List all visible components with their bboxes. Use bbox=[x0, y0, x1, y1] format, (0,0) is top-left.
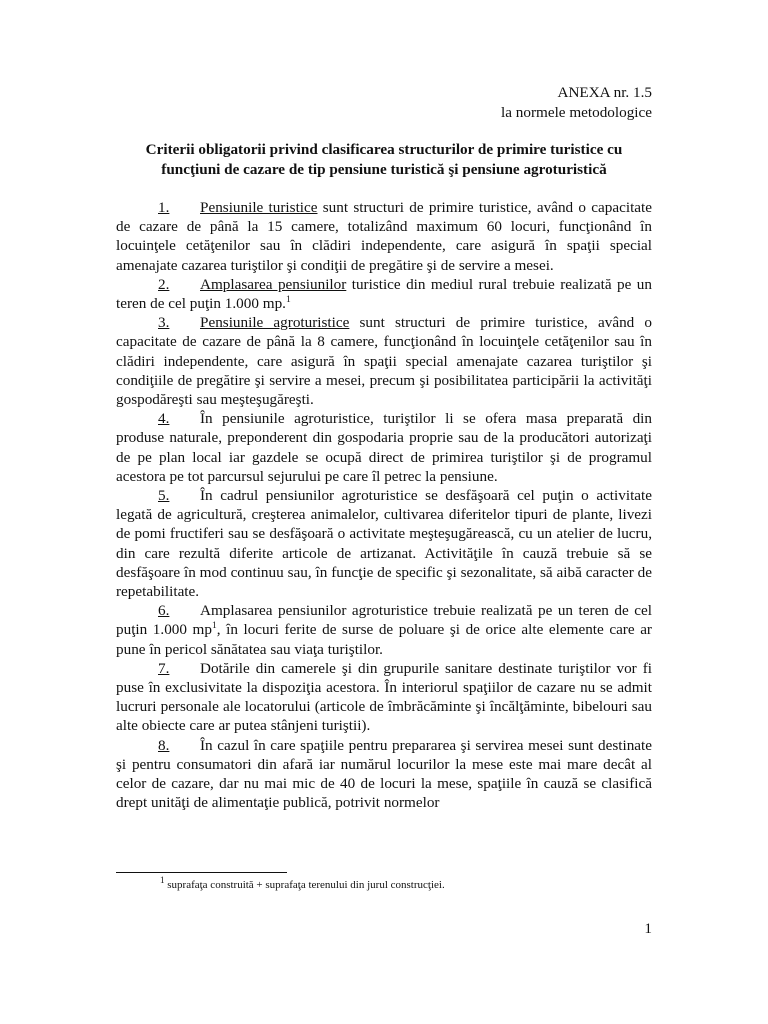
document-title: Criterii obligatorii privind clasificarea structurilor de primire turistice cu funcţiuni de cazare de tip pensiune turistică şi pensiune agroturistică bbox=[145, 141, 623, 178]
paragraph-text: În pensiunile agroturistice, turiştilor li se ofera masa preparată din produse naturale, preponderent din gospodaria proprie sau de la producători autorizaţi de pe plan local iar gazdele se ocupă direct de primirea turiştilor şi de programul acestora pe tot parcursul sejurului pe care îl petrec la pensiune. bbox=[116, 410, 652, 485]
document-body bbox=[116, 198, 652, 813]
paragraph-1 bbox=[116, 198, 652, 275]
paragraph-text: În cazul în care spaţiile pentru prepararea şi servirea mesei sunt destinate şi pentru consumatori din afară iar numărul locurilor la mese este mai mare decât al celor de cazare, dar nu mai mic de 40 de locuri la mese, spaţiile în cauză se clasifică drept unităţi de alimentaţie publică, potrivit normelor bbox=[116, 736, 652, 812]
paragraph-number: 1. bbox=[158, 199, 170, 216]
paragraph-number: 5. bbox=[158, 487, 170, 505]
paragraph-7 bbox=[116, 659, 652, 736]
paragraph-number: 6. bbox=[158, 602, 170, 620]
paragraph-5 bbox=[116, 486, 652, 601]
paragraph-number: 4. bbox=[158, 410, 170, 428]
paragraph-6 bbox=[116, 601, 652, 659]
annex-number: ANEXA nr. 1.5 bbox=[557, 84, 652, 101]
footnote bbox=[160, 875, 445, 892]
footnote-reference: 1 bbox=[285, 295, 291, 306]
paragraph-term: Amplasarea pensiunilor bbox=[200, 275, 347, 293]
paragraph-number: 3. bbox=[158, 314, 170, 332]
paragraph-term: Pensiunile agroturistice bbox=[200, 314, 350, 332]
paragraph-text: Dotările din camerele şi din grupurile sanitare destinate turiştilor vor fi puse în exclusivitate la dispoziţia acestora. În interiorul spaţiilor de cazare nu se admit lucruri personale ale locatorului (articole de îmbrăcăminte şi încălţăminte, bibelouri sau alte obiecte care ar putea stânjeni turiştii). bbox=[116, 659, 652, 735]
paragraph-text: În cadrul pensiunilor agroturistice se desfăşoară cel puţin o activitate legată de agricultură, creşterea animalelor, cultivarea diferitelor tipuri de plante, livezi de pomi fructiferi sau se desfăşoară o activitate meşteşugărească, cu un atelier de lucru, din care rezultă diferite articole de artizanat. Activităţile în cauză trebuie să se desfăşoare în mod continuu sau, în funcţie de specific şi sezonalitate, să aibă caracter de repetabilitate. bbox=[116, 487, 652, 601]
paragraph-term: Pensiunile turistice bbox=[200, 199, 318, 216]
paragraph-number: 7. bbox=[158, 659, 170, 677]
page-number: 1 bbox=[644, 920, 652, 937]
paragraph-text-continued: , în locuri ferite de surse de poluare şi de orice alte elemente care ar pune în pericol sănătatea sau viaţa turiştilor. bbox=[116, 621, 652, 658]
footnote-separator bbox=[116, 872, 287, 873]
paragraph-text: sunt structuri de primire turistice, având o capacitate de cazare de până la 8 camere, funcţionând în locuinţele cetăţenilor sau în clădiri independente, care asigură în spaţii special amenajate cazarea turiştilor şi condiţiile de pregătire şi servire a mesei, precum şi posibilitatea participării la activităţi gospodăreşti sau meşteşugăreşti. bbox=[116, 314, 653, 409]
footnote-marker: 1 bbox=[160, 875, 165, 885]
paragraph-8 bbox=[116, 736, 652, 813]
paragraph-2 bbox=[116, 275, 652, 313]
annex-header bbox=[501, 83, 652, 123]
annex-subtitle: la normele metodologice bbox=[501, 104, 652, 121]
footnote-reference: 1 bbox=[211, 621, 217, 632]
paragraph-number: 8. bbox=[158, 736, 170, 754]
paragraph-text: sunt structuri de primire turistice, având o capacitate de cazare de până la 15 camere, totalizând maximum 60 locuri, funcţionând în locuinţele cetăţenilor sau în clădiri independente, care asigură în spaţii special amenajate cazarea turiştilor şi condiţii de pregătire şi de servire a mesei. bbox=[116, 199, 652, 274]
paragraph-4 bbox=[116, 409, 652, 486]
footnote-text: suprafaţa construită + suprafaţa terenului din jurul construcţiei. bbox=[167, 879, 445, 891]
paragraph-number: 2. bbox=[158, 275, 170, 293]
paragraph-text: turistice din mediul rural trebuie realizată pe un teren de cel puţin 1.000 mp. bbox=[116, 275, 652, 313]
paragraph-text: Amplasarea pensiunilor agroturistice trebuie realizată pe un teren de cel puţin 1.000 mp bbox=[116, 602, 652, 639]
paragraph-3 bbox=[116, 313, 652, 409]
